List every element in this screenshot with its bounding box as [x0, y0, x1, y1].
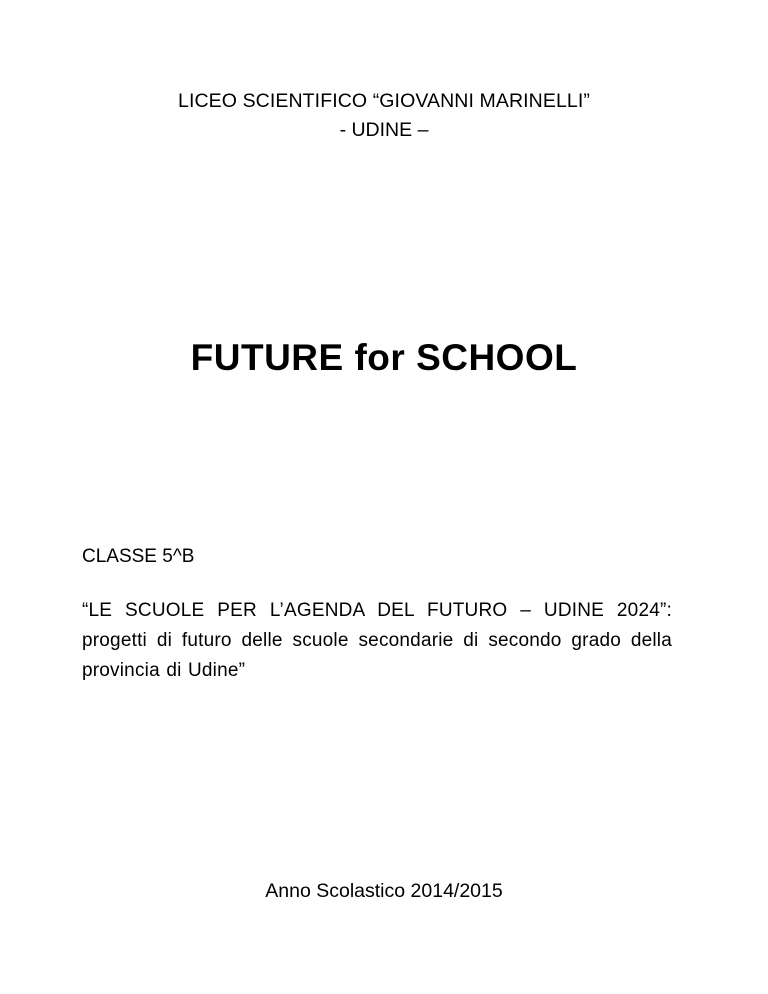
document-title: FUTURE for SCHOOL: [190, 337, 578, 378]
school-city: - UDINE –: [339, 119, 429, 141]
school-name: LICEO SCIENTIFICO “GIOVANNI MARINELLI”: [178, 90, 590, 112]
school-year: Anno Scolastico 2014/2015: [265, 880, 503, 902]
class-label: CLASSE 5^B: [82, 546, 195, 567]
project-description: “LE SCUOLE PER L’AGENDA DEL FUTURO – UDINE 2024”: progetti di futuro delle scuole secondarie di secondo grado della provincia di Udine”: [82, 600, 672, 681]
